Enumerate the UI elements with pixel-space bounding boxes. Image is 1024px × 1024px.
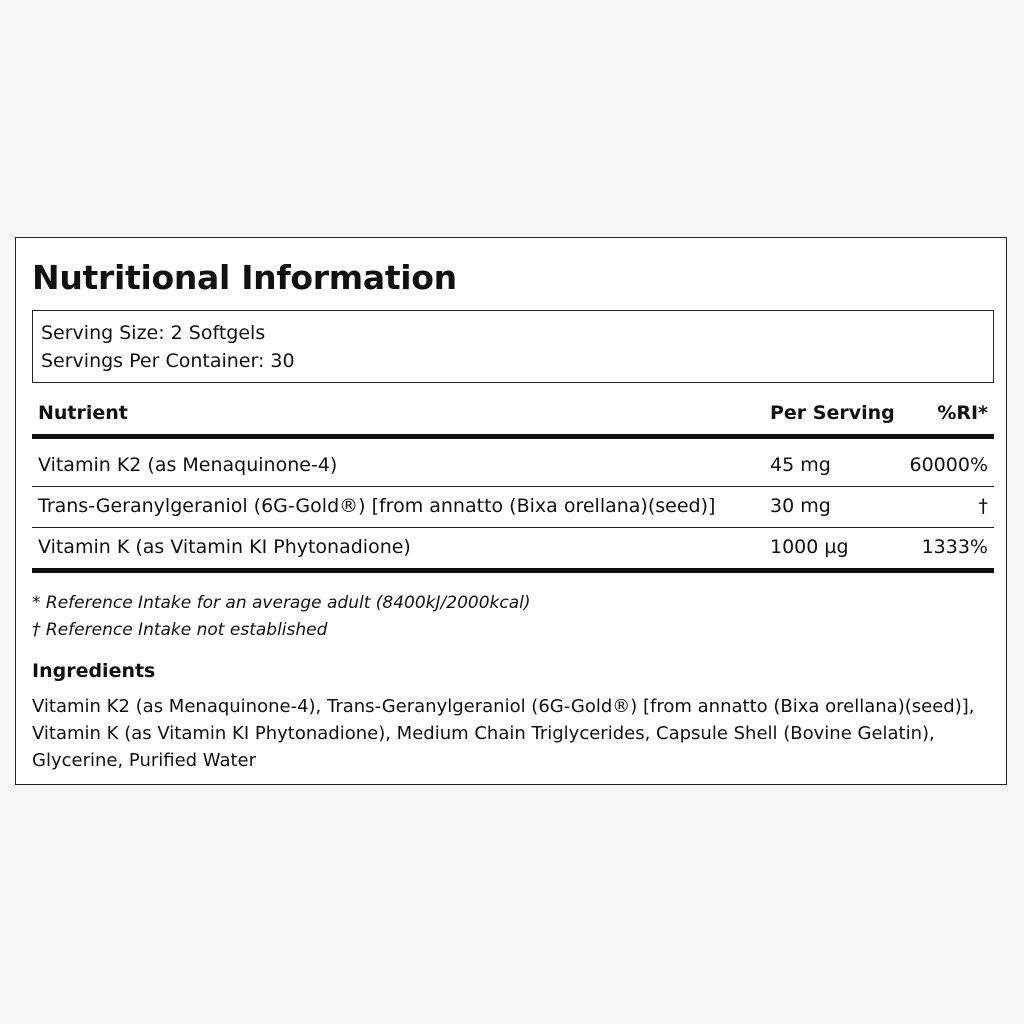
nutrition-panel (15, 237, 1007, 785)
header-ri: %RI* (937, 402, 988, 424)
nutrient-amount: 45 mg (770, 454, 831, 476)
footnote-not-established: † Reference Intake not established (32, 620, 328, 640)
page-title: Nutritional Information (32, 258, 457, 297)
nutrient-ri: 60000% (909, 454, 988, 476)
table-row (32, 528, 994, 573)
table-row (32, 445, 994, 487)
ingredients-list: Vitamin K2 (as Menaquinone-4), Trans-Geranylgeraniol (6G-Gold®) [from annatto (Bixa orellana)(seed)], Vitamin K (as Vitamin KI Phytonadione), Medium Chain Triglycerides, Capsule Shell (Bovine Gelatin), Glycerine, Purified Water (32, 696, 975, 771)
nutrient-amount: 30 mg (770, 495, 831, 517)
nutrient-amount: 1000 µg (770, 536, 849, 558)
header-nutrient: Nutrient (38, 402, 128, 424)
table-header (32, 398, 994, 439)
footnotes (32, 590, 531, 644)
ingredients-heading: Ingredients (32, 660, 156, 682)
nutrient-name: Vitamin K2 (as Menaquinone-4) (38, 454, 338, 476)
nutrient-ri: 1333% (921, 536, 988, 558)
header-per-serving: Per Serving (770, 402, 895, 424)
nutrient-name: Trans-Geranylgeraniol (6G-Gold®) [from annatto (Bixa orellana)(seed)] (38, 495, 716, 517)
footnote-reference-intake: * Reference Intake for an average adult (8400kJ/2000kcal) (32, 593, 531, 613)
nutrient-name: Vitamin K (as Vitamin KI Phytonadione) (38, 536, 411, 558)
nutrient-ri: † (978, 495, 988, 517)
serving-info-box (32, 310, 994, 383)
table-row (32, 487, 994, 528)
serving-size: Serving Size: 2 Softgels (41, 322, 266, 344)
nutrient-table (32, 398, 994, 573)
servings-per-container: Servings Per Container: 30 (41, 350, 295, 372)
